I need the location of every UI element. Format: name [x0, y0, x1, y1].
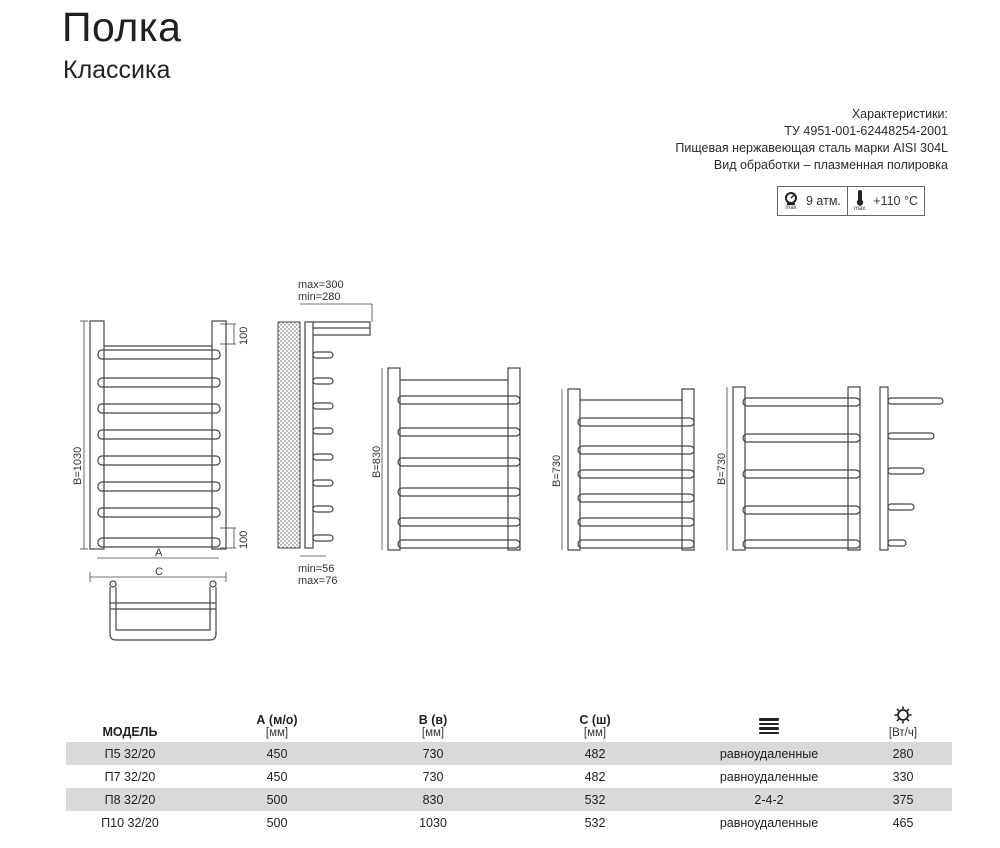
- temperature-badge: [847, 187, 924, 215]
- crossbars-icon: [759, 716, 779, 736]
- thermometer-icon: [855, 190, 865, 206]
- dim-100-top: 100: [238, 326, 250, 345]
- sun-icon: [894, 706, 912, 724]
- page-title: Полка: [62, 4, 182, 50]
- header-a: А (м/о) [мм]: [256, 713, 298, 739]
- specs-line-finish: Вид обработки – плазменная полировка: [713, 158, 948, 172]
- front-view-730-b: [727, 387, 860, 550]
- side-view-730: [880, 387, 943, 550]
- pressure-badge: [778, 187, 847, 215]
- specs-line-material: Пищевая нержавеющая сталь марки AISI 304L: [675, 141, 948, 155]
- dim-b730-b: B=730: [716, 452, 728, 485]
- front-view-830: [382, 368, 520, 550]
- table-row: П7 32/20 450 730 482 равноудаленные 330: [104, 769, 914, 784]
- table-row: П8 32/20 500 830 532 2-4-2 375: [66, 788, 952, 811]
- header-model: МОДЕЛЬ: [102, 725, 158, 739]
- dim-c: C: [155, 566, 163, 578]
- table-row: П5 32/20 450 730 482 равноудаленные 280: [66, 742, 952, 765]
- dim-side-min-top: min=280: [298, 291, 341, 303]
- pressure-max-label: max: [785, 205, 797, 211]
- models-table: [66, 706, 952, 834]
- dim-side-max-top: max=300: [298, 279, 344, 291]
- dim-b730-a: B=730: [551, 454, 563, 487]
- specifications-block: [675, 106, 948, 174]
- dim-side-min-bottom: min=56: [298, 563, 335, 575]
- page-subtitle: Классика: [63, 56, 171, 84]
- dim-a: A: [155, 547, 163, 559]
- front-view-730-a: [562, 389, 694, 550]
- temperature-value: +110 °С: [873, 194, 918, 208]
- side-view: [278, 304, 372, 556]
- pressure-value: 9 атм.: [806, 194, 841, 208]
- dim-b830: B=830: [371, 445, 383, 478]
- dim-side-max-bottom: max=76: [298, 575, 338, 587]
- front-view-1030: [80, 321, 236, 640]
- header-c: С (ш) [мм]: [579, 713, 611, 739]
- dim-b1030: B=1030: [72, 446, 84, 485]
- pressure-gauge-icon: [784, 191, 798, 205]
- header-power: [Вт/ч]: [854, 706, 952, 742]
- ratings-badges: [777, 186, 925, 216]
- table-header-row: [66, 706, 952, 742]
- specs-line-heading: Характеристики:: [851, 107, 948, 121]
- temperature-max-label: max: [853, 206, 866, 212]
- specs-line-standard: ТУ 4951-001-62448254-2001: [784, 124, 948, 138]
- table-row: П10 32/20 500 1030 532 равноудаленные 465: [101, 815, 914, 830]
- header-crossbars: [684, 706, 854, 742]
- dim-100-bottom: 100: [238, 530, 250, 549]
- header-b: В (в) [мм]: [418, 713, 448, 739]
